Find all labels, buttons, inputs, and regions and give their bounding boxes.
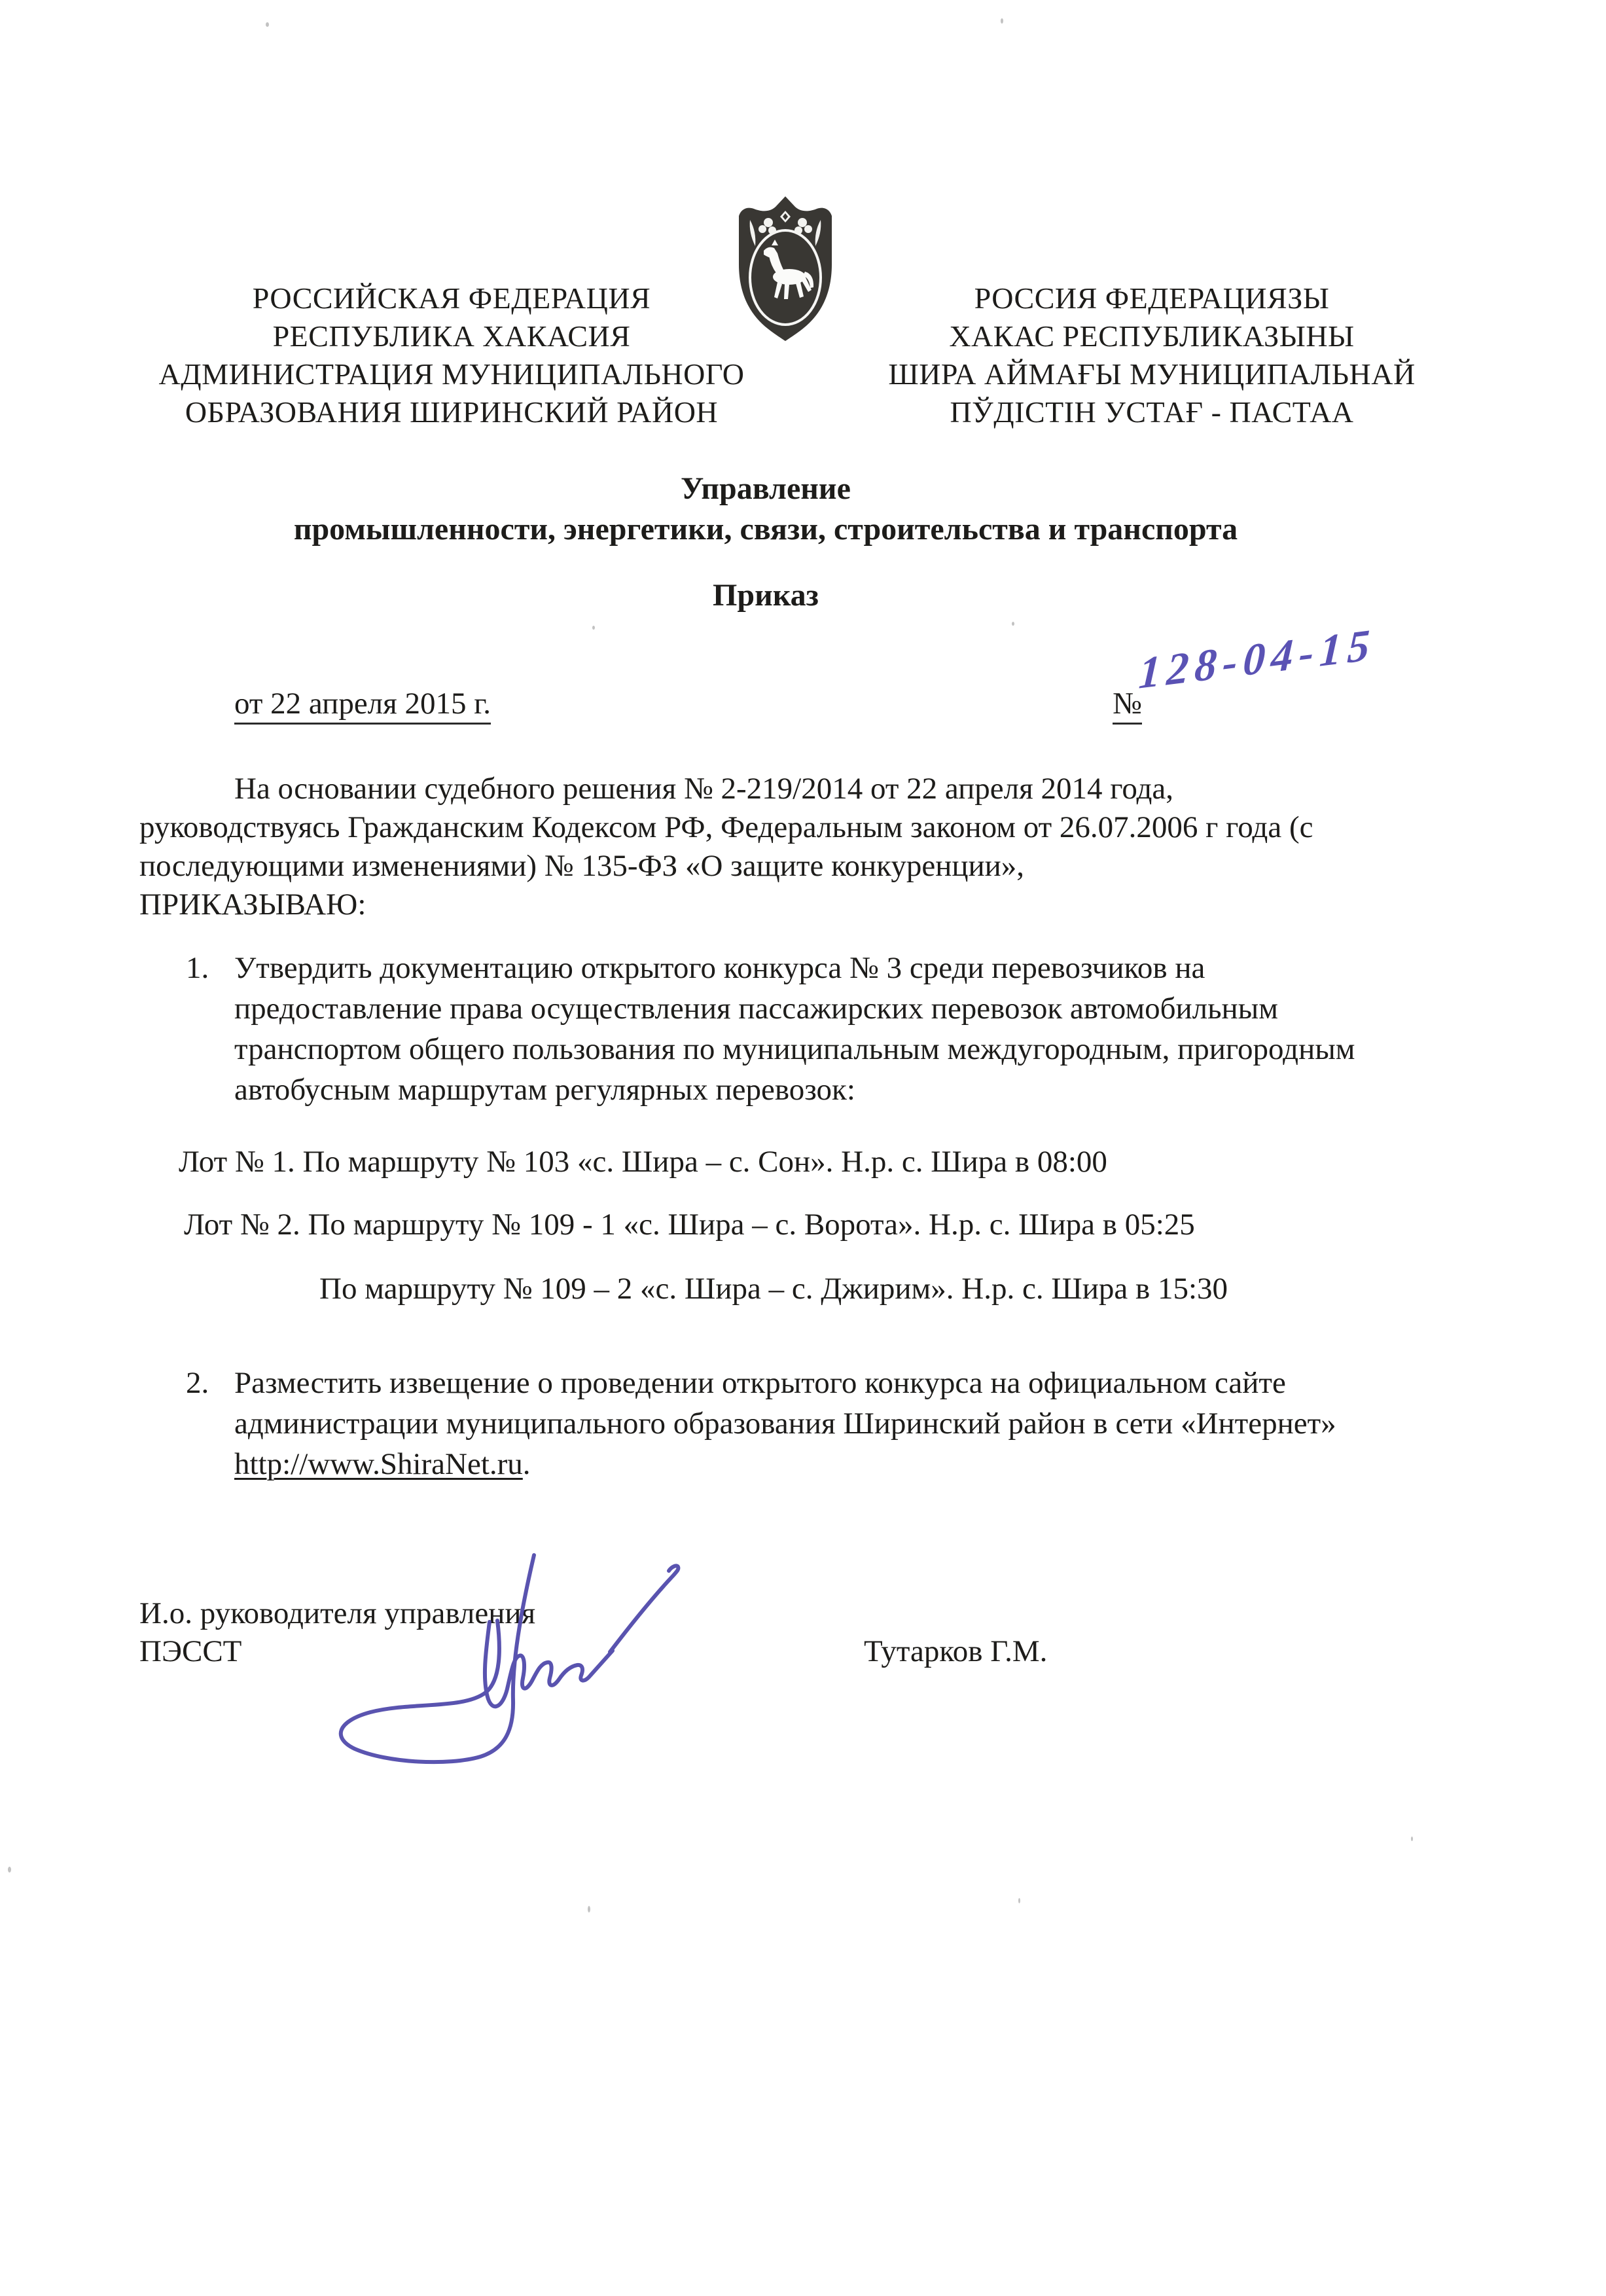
preamble-line: На основании судебного решения № 2-219/2014 от 22 апреля 2014 года, (234, 772, 1174, 806)
shiranet-url-link[interactable]: http://www.ShiraNet.ru (234, 1447, 523, 1481)
handwritten-order-number: 128-04-15 (1137, 619, 1377, 698)
order-item-2 (186, 1363, 1534, 1484)
department-line2: промышленности, энергетики, связи, строительства и транспорта (293, 512, 1238, 547)
lot-1: Лот № 1. По маршруту № 103 «с. Шира – с. Сон». Н.р. с. Шира в 08:00 (179, 1145, 1107, 1179)
letterhead-line: АДМИНИСТРАЦИЯ МУНИЦИПАЛЬНОГО (158, 357, 745, 391)
item-number: 1. (186, 951, 209, 985)
preamble-line: руководствуясь Гражданским Кодексом РФ, Федеральным законом от 26.07.2006 г года (с (139, 810, 1313, 844)
lot-2-route-2: По маршруту № 109 – 2 «с. Шира – с. Джирим». Н.р. с. Шира в 15:30 (319, 1272, 1228, 1306)
item-line: предоставление права осуществления пассажирских перевозок автомобильным (234, 992, 1278, 1026)
item-line: администрации муниципального образования Ширинский район в сети «Интернет» (234, 1407, 1336, 1441)
handwritten-signature-icon (314, 1538, 746, 1774)
numero-sign: № (1113, 687, 1142, 725)
item-line: автобусным маршрутам регулярных перевозок: (234, 1073, 855, 1107)
item-line: Разместить извещение о проведении открытого конкурса на официальном сайте (234, 1366, 1286, 1400)
letterhead-line: РЕСПУБЛИКА ХАКАСИЯ (272, 319, 631, 353)
department-line1: Управление (681, 471, 851, 506)
signer-position-line1: И.о. руководителя управления (139, 1596, 536, 1630)
item-number: 2. (186, 1366, 209, 1400)
scan-speck (588, 1906, 590, 1912)
scan-speck (266, 22, 269, 27)
letterhead-line: ХАКАС РЕСПУБЛИКАЗЫНЫ (949, 319, 1355, 353)
scan-speck (592, 626, 595, 630)
document-date (234, 686, 491, 721)
resolution-word: ПРИКАЗЫВАЮ: (139, 888, 366, 922)
department-name (79, 469, 1453, 550)
letterhead-khakas (844, 279, 1459, 431)
letterhead-line: ОБРАЗОВАНИЯ ШИРИНСКИЙ РАЙОН (185, 395, 719, 429)
scan-speck (8, 1867, 11, 1873)
order-item-1 (186, 948, 1534, 1110)
document-title: Приказ (713, 578, 819, 613)
letterhead-line: ПЎДІСТІН УСТАҒ - ПАСТАА (950, 395, 1354, 429)
lot-2: Лот № 2. По маршруту № 109 - 1 «с. Шира – с. Ворота». Н.р. с. Шира в 05:25 (184, 1208, 1195, 1242)
scan-speck (1001, 18, 1003, 24)
scan-speck (1018, 1898, 1020, 1903)
date-text: от 22 апреля 2015 г. (234, 687, 491, 725)
preamble-line: последующими изменениями) № 135-ФЗ «О защите конкуренции», (139, 849, 1025, 883)
letterhead-line: РОССИЙСКАЯ ФЕДЕРАЦИЯ (252, 281, 651, 315)
item-line: транспортом общего пользования по муниципальным междугородным, пригородным (234, 1032, 1355, 1066)
url-trailing-period: . (522, 1447, 531, 1481)
letterhead-line: РОССИЯ ФЕДЕРАЦИЯЗЫ (974, 281, 1330, 315)
letterhead-russian (137, 279, 766, 431)
signer-name: Тутарков Г.М. (864, 1634, 1048, 1668)
scan-speck (1411, 1837, 1413, 1841)
item-line: Утвердить документацию открытого конкурса № 3 среди перевозчиков на (234, 951, 1205, 985)
signer-position-line2: ПЭССТ (139, 1634, 242, 1668)
letterhead-line: ШИРА АЙМАҒЫ МУНИЦИПАЛЬНАЙ (888, 357, 1416, 391)
scan-speck (1012, 622, 1014, 626)
preamble (139, 770, 1527, 924)
